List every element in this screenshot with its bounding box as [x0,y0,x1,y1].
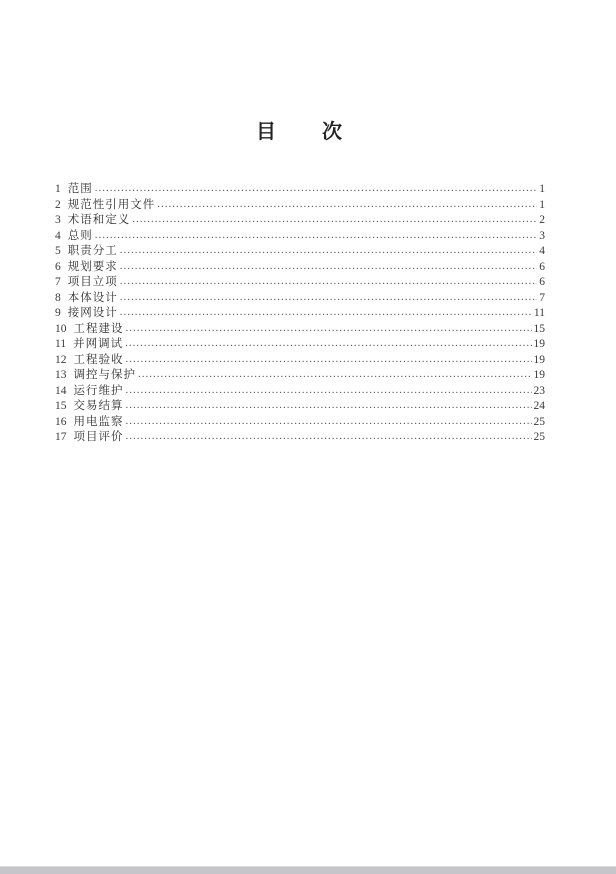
toc-entry [55,368,545,384]
toc-entry [55,229,545,245]
toc-entry-page: 25 [533,431,545,443]
toc-entry-page: 19 [533,353,545,366]
toc-entry-number: 1 [55,183,61,195]
dot-leader [95,182,538,198]
toc-entry [55,353,545,369]
toc-entry [55,399,545,415]
toc-entry-label: 术语和定义 [67,214,131,226]
toc-entry-page: 3 [539,229,545,242]
toc-entry-label: 职责分工 [67,245,118,257]
bottom-edge-bar [0,866,616,874]
dot-leader [95,229,538,245]
toc-entry-page: 6 [539,260,545,273]
toc-entry-number: 5 [55,245,61,257]
toc-entry [55,337,545,353]
toc-entry [55,430,545,446]
toc-entry-label: 交易结算 [73,400,124,412]
toc-entry-number: 12 [55,353,67,366]
toc-entry-page: 19 [533,338,545,350]
toc-entry-number: 17 [55,431,67,443]
dot-leader [126,430,532,446]
dot-leader [132,213,537,229]
dot-leader [126,384,532,400]
toc-entry-page: 1 [539,183,545,195]
toc-entry-label: 总则 [67,229,93,242]
toc-entry-number: 13 [55,369,67,381]
toc-entry-label: 规划要求 [67,260,118,273]
toc-entry-label: 项目评价 [73,431,124,443]
table-of-contents [55,182,545,446]
toc-entry-label: 运行维护 [73,384,124,397]
dot-leader [120,260,538,276]
dot-leader [120,275,538,291]
dot-leader [126,415,532,431]
toc-entry-label: 调控与保护 [73,369,136,381]
toc-entry-page: 4 [539,245,545,257]
toc-entry-page: 25 [533,415,545,428]
toc-entry-label: 工程验收 [73,353,124,366]
toc-entry [55,415,545,431]
toc-entry [55,198,545,214]
toc-entry-page: 6 [539,276,545,288]
dot-leader [120,244,538,260]
toc-entry-number: 14 [55,384,67,397]
toc-entry [55,306,545,322]
toc-entry [55,182,545,198]
toc-entry-page: 19 [533,369,545,381]
toc-entry-label: 本体设计 [67,291,118,304]
toc-entry-number: 4 [55,229,61,242]
toc-entry-label: 并网调试 [73,338,124,350]
dot-leader [120,306,532,322]
dot-leader [126,399,532,415]
toc-entry [55,291,545,307]
toc-entry [55,275,545,291]
toc-entry-number: 9 [55,307,61,319]
toc-entry-label: 项目立项 [67,276,118,288]
toc-entry-label: 接网设计 [67,307,118,319]
toc-entry-page: 24 [533,400,545,412]
dot-leader [157,198,537,214]
toc-entry-page: 11 [533,307,545,319]
toc-entry [55,244,545,260]
page-title: 目 次 [256,121,344,143]
toc-entry-page: 15 [533,322,545,335]
toc-entry [55,322,545,338]
toc-entry-page: 23 [533,384,545,397]
toc-entry-page: 1 [539,198,545,211]
toc-entry [55,384,545,400]
toc-entry-number: 15 [55,400,67,412]
toc-entry [55,260,545,276]
toc-entry-label: 范围 [67,183,93,195]
toc-entry-number: 2 [55,198,61,211]
toc-entry-number: 8 [55,291,61,304]
toc-entry-number: 7 [55,276,61,288]
toc-entry-number: 10 [55,322,67,335]
dot-leader [120,291,538,307]
dot-leader [138,368,532,384]
dot-leader [125,337,531,353]
dot-leader [126,322,532,338]
toc-entry-label: 用电监察 [73,415,124,428]
toc-entry-number: 11 [55,338,67,350]
toc-entry-page: 7 [539,291,545,304]
toc-entry-number: 3 [55,214,61,226]
toc-entry-number: 6 [55,260,61,273]
toc-entry-label: 规范性引用文件 [67,198,156,211]
toc-entry-label: 工程建设 [73,322,124,335]
toc-entry [55,213,545,229]
toc-entry-number: 16 [55,415,67,428]
toc-entry-page: 2 [539,214,545,226]
dot-leader [126,353,532,369]
